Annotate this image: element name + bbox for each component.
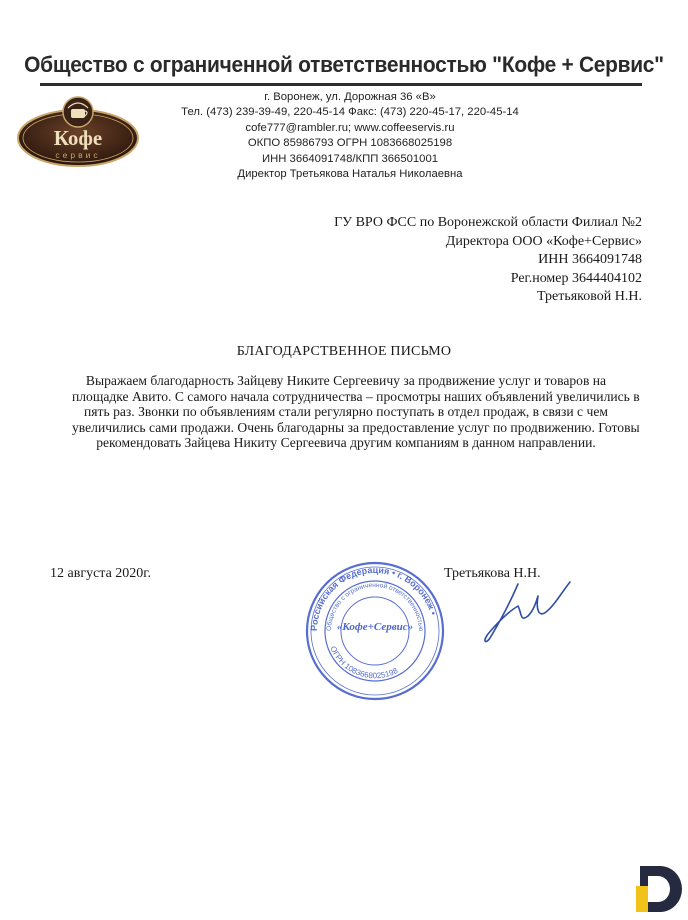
addressee-line: Рег.номер 3644404102 <box>510 270 642 286</box>
coffee-service-logo <box>16 94 140 170</box>
contact-line: Тел. (473) 239-39-49, 220-45-14 Факс: (473) 220-45-17, 220-45-14 <box>181 106 519 119</box>
stamp-outer-ring-text: Российская Федерация • г. Воронеж • <box>308 564 439 632</box>
addressee-line: Директора ООО «Кофе+Сервис» <box>445 233 642 249</box>
body-line: Выражаем благодарность Зайцеву Никите Сергеевичу за продвижение услуг и товаров на <box>85 373 607 388</box>
contact-line: Директор Третьякова Наталья Николаевна <box>237 168 463 181</box>
body-line: увеличились сами продажи. Очень благодарны за предоставление услуг по продвижению. Готовы <box>72 419 640 435</box>
addressee-line: Третьяковой Н.Н. <box>537 289 642 305</box>
addressee-line: ГУ ВРО ФСС по Воронежской области Филиал №2 <box>334 215 642 230</box>
contact-line: cofe777@rambler.ru; www.coffeeservis.ru <box>245 121 455 134</box>
letter-body <box>72 373 640 451</box>
company-stamp <box>304 560 446 702</box>
stamp-bottom-ring-text: ОГРН 1083668025198 <box>328 644 400 681</box>
company-contacts <box>150 90 550 182</box>
addressee-block <box>334 214 642 307</box>
org-name-heading: Общество с ограниченной ответственностью "Кофе + Сервис" <box>24 52 664 77</box>
letter-date: 12 августа 2020г. <box>50 566 151 581</box>
contact-line: ИНН 3664091748/КПП 366501001 <box>261 152 439 165</box>
letter-title: БЛАГОДАРСТВЕННОЕ ПИСЬМО <box>236 344 452 359</box>
stamp-center-text: «Кофе+Сервис» <box>336 621 414 633</box>
signer-name: Третьякова Н.Н. <box>444 566 541 581</box>
addressee-line: ИНН 3664091748 <box>538 252 642 268</box>
body-line: пять раз. Звонки по объявлениям стали регулярно поступать в отдел продаж, в связи с чем <box>84 404 608 420</box>
stamp-inner-ring-text: Общество с ограниченной ответственностью <box>325 581 425 632</box>
contact-line: г. Воронеж, ул. Дорожная 36 «В» <box>264 91 436 103</box>
contact-line: ОКПО 85986793 ОГРН 1083668025198 <box>247 137 453 150</box>
header-rule <box>40 83 642 86</box>
body-line: площадке Авито. С самого начала сотрудничества – просмотры наших объявлений увеличились в <box>72 388 640 404</box>
body-line: рекомендовать Зайцева Никиту Сергеевича другим компаниям в данном направлении. <box>96 435 596 451</box>
logo-sub-text: сервис <box>55 150 101 160</box>
signature-mark <box>478 578 574 646</box>
corner-brand-icon <box>634 862 684 916</box>
logo-main-text: Кофе <box>53 126 103 150</box>
